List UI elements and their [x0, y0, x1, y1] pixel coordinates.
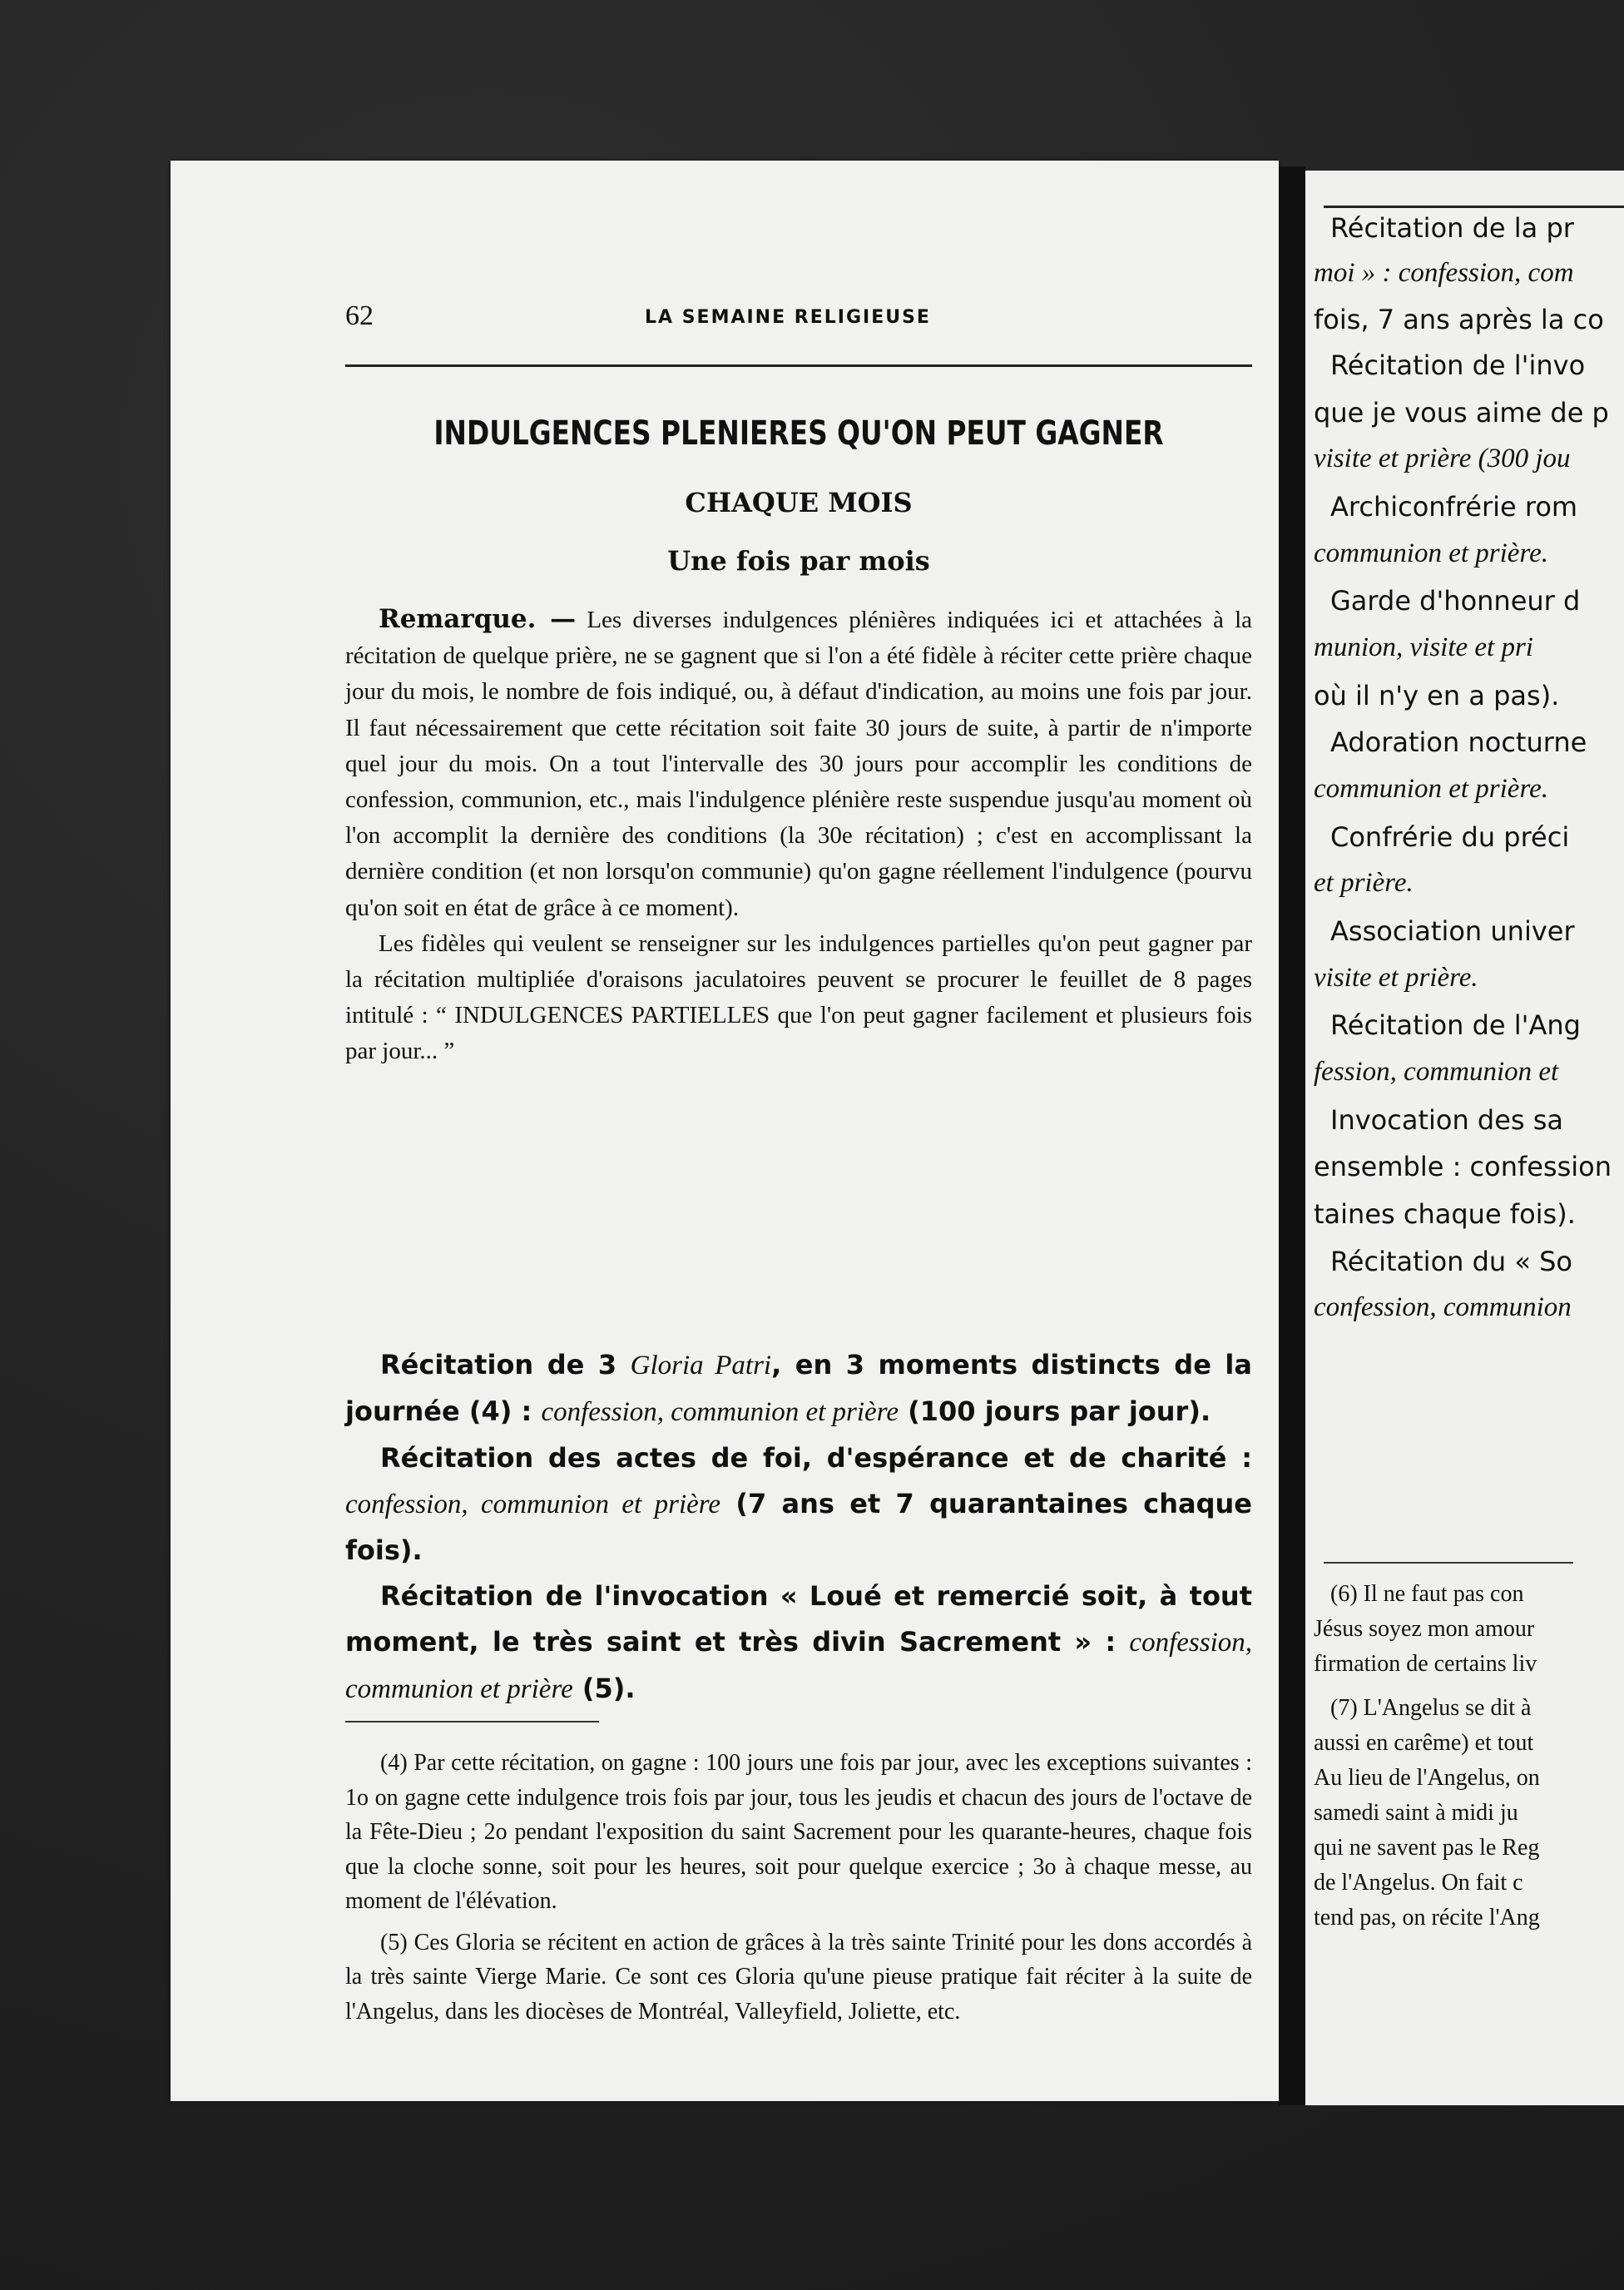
page-number: 62	[345, 300, 374, 331]
right-page-line: communion et prière.	[1314, 774, 1548, 804]
indulgence-item-1: Récitation de 3 Gloria Patri, en 3 moments distincts de la journée (4) : confession, communion et prière (100 jours par jour).	[345, 1349, 1252, 1427]
right-page-line: Récitation de l'Ang	[1330, 1009, 1581, 1041]
right-page-footnote-line: (7) L'Angelus se dit à	[1330, 1695, 1532, 1721]
right-page	[1305, 171, 1624, 2105]
right-page-footnote-line: firmation de certains liv	[1314, 1651, 1537, 1677]
right-page-line: Garde d'honneur d	[1330, 585, 1581, 617]
footnote-rule	[345, 1721, 599, 1722]
right-page-line: communion et prière.	[1314, 538, 1548, 568]
right-page-line: Archiconfrérie rom	[1330, 491, 1578, 523]
running-title: LA SEMAINE RELIGIEUSE	[645, 307, 931, 328]
right-page-line: fession, communion et	[1314, 1057, 1559, 1087]
right-page-line: moi » : confession, com	[1314, 258, 1574, 288]
right-page-footnote-line: Au lieu de l'Angelus, on	[1314, 1765, 1540, 1791]
remark-paragraph-2: Les fidèles qui veulent se renseigner sur les indulgences partielles qu'on peut gagner par la récitation multipliée d'oraisons jaculatoires peuvent se procurer le feuillet de 8 pages intitulé : “ INDULGENCES PARTIELLES que l'on peut gagner facilement et plusieurs fois par jour... ”	[345, 929, 1252, 1065]
remark-text-1: Les diverses indulgences plénières indiquées ici et attachées à la récitation de quelque prière, ne se gagnent que si l'on a été fidèle à réciter cette prière chaque jour du mois, le nombre de fois indiqué, ou, à défaut d'indication, au moins une fois par jour. Il faut nécessairement que cette récitation soit faite 30 jours de suite, à partir de n'importe quel jour du mois. On a tout l'intervalle des 30 jours pour accomplir les conditions de confession, communion, etc., mais l'indulgence plénière reste suspendue jusqu'au moment où l'on accomplit la dernière des conditions (la 30e récitation) ; c'est en accomplissant la dernière condition (et non lorsqu'on communie) qu'on gagne réellement l'indulgence (pourvu qu'on soit en état de grâce à ce moment).	[345, 607, 1253, 921]
indulgence-list	[345, 1342, 1252, 1713]
right-page-line: Récitation du « So	[1330, 1246, 1572, 1277]
right-page-content	[1305, 171, 1624, 2105]
right-page-line: que je vous aime de p	[1314, 397, 1609, 429]
right-page-footnote-line: Jésus soyez mon amour	[1314, 1616, 1535, 1642]
article-subtitle: CHAQUE MOIS	[685, 487, 913, 518]
right-page-footnote-line: samedi saint à midi ju	[1314, 1800, 1518, 1826]
right-page-line: taines chaque fois).	[1314, 1198, 1576, 1230]
section-title: Une fois par mois	[667, 545, 930, 577]
right-page-line: où il n'y en a pas).	[1314, 680, 1560, 711]
article-title: INDULGENCES PLENIERES QU'ON PEUT GAGNER	[433, 414, 1164, 453]
right-header-rule	[1324, 206, 1624, 208]
remark-lead: Remarque. —	[379, 604, 577, 634]
right-footnote-rule	[1324, 1562, 1573, 1564]
right-page-line: Invocation des sa	[1330, 1104, 1564, 1136]
right-page-line: visite et prière (300 jou	[1314, 444, 1571, 473]
right-page-line: Confrérie du préci	[1330, 821, 1570, 853]
right-page-line: munion, visite et pri	[1314, 632, 1533, 662]
right-page-footnote-line: de l'Angelus. On fait c	[1314, 1870, 1523, 1896]
right-page-footnote-line: (6) Il ne faut pas con	[1330, 1581, 1524, 1607]
right-page-line: ensemble : confession	[1314, 1151, 1612, 1182]
right-page-line: fois, 7 ans après la co	[1314, 304, 1604, 335]
header-rule	[345, 364, 1252, 367]
footnote-4: (4) Par cette récitation, on gagne : 100 jours une fois par jour, avec les exceptions suivantes : 1o on gagne cette indulgence trois fois par jour, tous les jeudis et chacun des jours de l'octave de la Fête-Dieu ; 2o pendant l'exposition du saint Sacrement pour les quarante-heures, chaque fois que la cloche sonne, soit pour les heures, soit pour quelque exercice ; 3o à chaque messe, au moment de l'élévation.	[345, 1750, 1252, 1914]
right-page-line: Association univer	[1330, 915, 1575, 947]
indulgence-item-2: Récitation des actes de foi, d'espérance et de charité : confession, communion et prière (7 ans et 7 quarantaines chaque fois).	[345, 1442, 1252, 1566]
remark-block	[345, 602, 1252, 1070]
right-page-line: Récitation de la pr	[1330, 212, 1574, 244]
right-page-line: Adoration nocturne	[1330, 726, 1587, 758]
page-header	[345, 300, 1252, 334]
right-page-footnote-line: tend pas, on récite l'Ang	[1314, 1905, 1540, 1931]
indulgence-item-3: Récitation de l'invocation « Loué et remercié soit, à tout moment, le très saint et très divin Sacrement » : confession, communion et prière (5).	[345, 1580, 1252, 1704]
right-page-line: Récitation de l'invo	[1330, 349, 1586, 381]
book-gutter	[1279, 166, 1305, 2105]
right-page-line: visite et prière.	[1314, 963, 1478, 993]
remark-paragraph-1	[345, 602, 1252, 926]
footnotes	[345, 1746, 1252, 2035]
right-page-line: et prière.	[1314, 868, 1414, 898]
right-page-line: confession, communion	[1314, 1292, 1572, 1322]
left-page	[171, 161, 1279, 2101]
right-page-footnote-line: qui ne savent pas le Reg	[1314, 1835, 1540, 1861]
footnote-5: (5) Ces Gloria se récitent en action de grâces à la très sainte Trinité pour les dons accordés à la très sainte Vierge Marie. Ce sont ces Gloria qu'une pieuse pratique fait réciter à la suite de l'Angelus, dans les diocèses de Montréal, Valleyfield, Joliette, etc.	[345, 1929, 1252, 2025]
right-page-footnote-line: aussi en carême) et tout	[1314, 1730, 1534, 1756]
